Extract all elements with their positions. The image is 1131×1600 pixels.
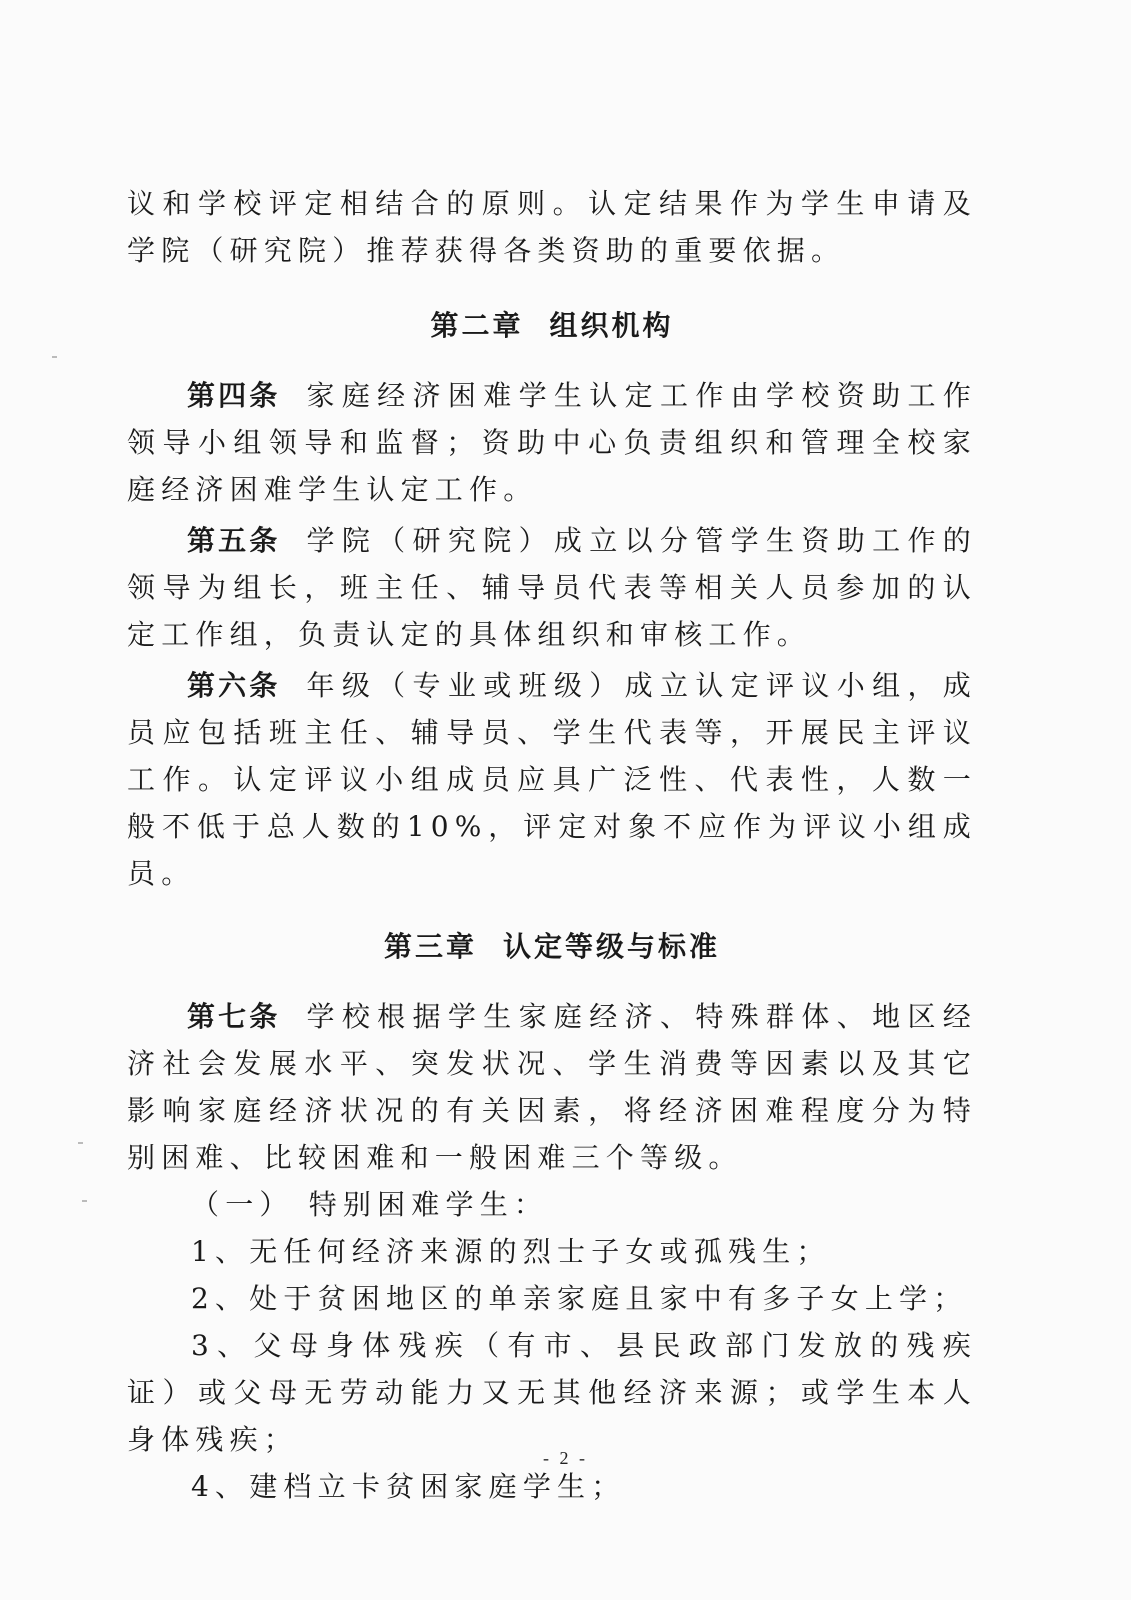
chapter-title: 认定等级与标准 bbox=[503, 930, 721, 963]
article-4 bbox=[127, 372, 977, 513]
document-body bbox=[127, 180, 977, 1510]
article-text: 年级（专业或班级）成立认定评议小组，成员应包括班主任、辅导员、学生代表等，开展民主评议工作。认定评议小组成员应具广泛性、代表性，人数一般不低于总人数的10%，评定对象不应作为评议小组成员。 bbox=[127, 669, 977, 890]
article-label: 第四条 bbox=[187, 379, 281, 412]
page-number: - 2 - bbox=[543, 1448, 588, 1468]
list-item: 4、建档立卡贫困家庭学生； bbox=[191, 1470, 626, 1503]
chapter-heading-3 bbox=[127, 925, 977, 965]
chapter-heading-2 bbox=[127, 304, 977, 344]
scan-speck bbox=[52, 356, 57, 358]
article-text: 学校根据学生家庭经济、特殊群体、地区经济社会发展水平、突发状况、学生消费等因素以及其它影响家庭经济状况的有关因素，将经济困难程度分为特别困难、比较困难和一般困难三个等级。 bbox=[127, 1000, 977, 1174]
article-7 bbox=[127, 993, 977, 1181]
list-item: 3、父母身体残疾（有市、县民政部门发放的残疾证）或父母无劳动能力又无其他经济来源；或学生本人身体残疾； bbox=[127, 1329, 977, 1456]
chapter-label: 第二章 bbox=[430, 309, 524, 342]
article-5 bbox=[127, 517, 977, 658]
scan-speck bbox=[82, 1200, 87, 1202]
chapter-title: 组织机构 bbox=[549, 309, 674, 342]
article-label: 第五条 bbox=[187, 524, 281, 557]
article-text: 家庭经济困难学生认定工作由学校资助工作领导小组领导和监督；资助中心负责组织和管理全校家庭经济困难学生认定工作。 bbox=[127, 379, 977, 506]
section-heading: （一） 特别困难学生： bbox=[191, 1188, 549, 1221]
list-item: 1、无任何经济来源的烈士子女或孤残生； bbox=[191, 1235, 831, 1268]
article-text: 学院（研究院）成立以分管学生资助工作的领导为组长，班主任、辅导员代表等相关人员参加的认定工作组，负责认定的具体组织和审核工作。 bbox=[127, 524, 977, 651]
intro-paragraph: 议和学校评定相结合的原则。认定结果作为学生申请及学院（研究院）推荐获得各类资助的重要依据。 bbox=[127, 187, 977, 267]
list-item: 2、处于贫困地区的单亲家庭且家中有多子女上学； bbox=[191, 1282, 968, 1315]
article-label: 第六条 bbox=[187, 669, 281, 702]
chapter-label: 第三章 bbox=[383, 930, 477, 963]
scan-speck bbox=[78, 1142, 83, 1144]
article-label: 第七条 bbox=[187, 1000, 281, 1033]
article-6 bbox=[127, 662, 977, 897]
